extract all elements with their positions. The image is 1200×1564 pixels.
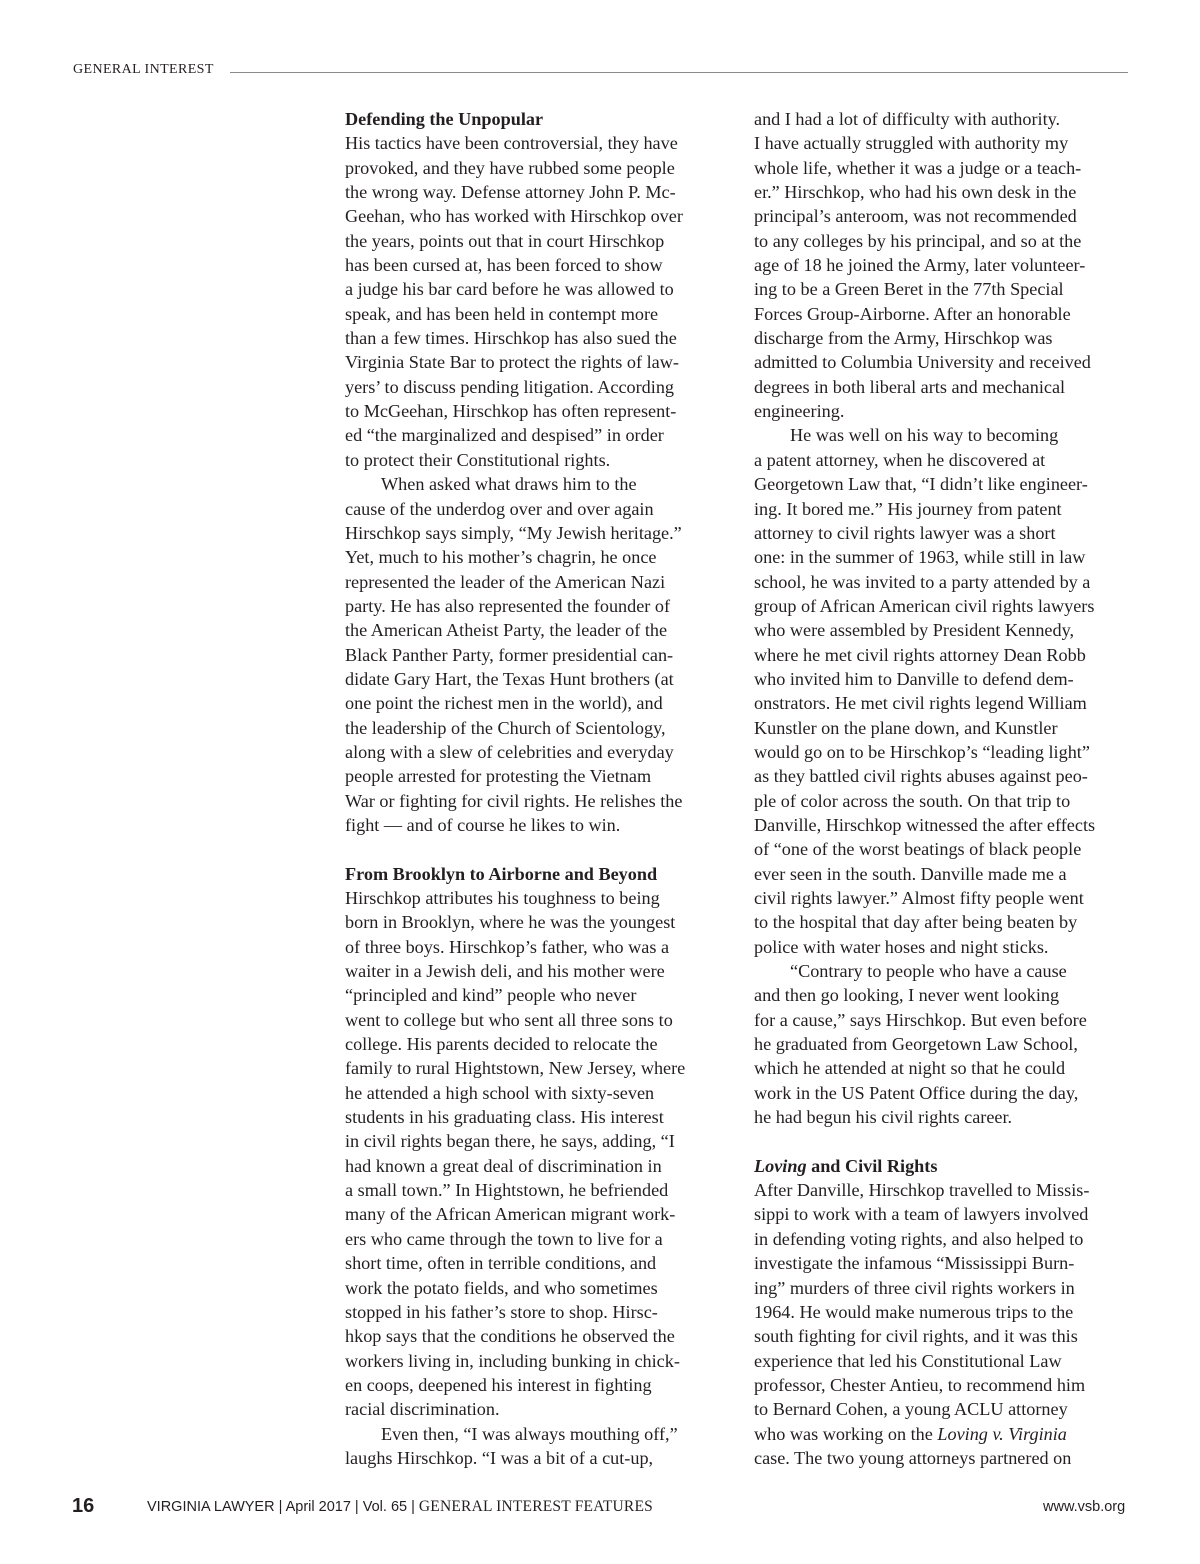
text-line: family to rural Hightstown, New Jersey, where	[345, 1058, 686, 1079]
text-line: yers’ to discuss pending litigation. According	[345, 376, 675, 397]
text-line: to Bernard Cohen, a young ACLU attorney	[754, 1399, 1068, 1420]
text-line: he had begun his civil rights career.	[754, 1107, 1013, 1128]
text-line: War or fighting for civil rights. He relishes the	[345, 790, 683, 811]
text-line: didate Gary Hart, the Texas Hunt brothers (at	[345, 668, 674, 689]
text-line: ing. It bored me.” His journey from patent	[754, 498, 1062, 519]
text-line: workers living in, including bunking in chick-	[345, 1350, 680, 1371]
paragraph-first-line: When asked what draws him to the	[381, 474, 637, 495]
text-line: for a cause,” says Hirschkop. But even before	[754, 1009, 1087, 1030]
text-line: work the potato fields, and who sometimes	[345, 1277, 658, 1298]
text-line: provoked, and they have rubbed some people	[345, 157, 675, 178]
header-rule	[230, 72, 1128, 73]
text-line: ing to be a Green Beret in the 77th Special	[754, 279, 1064, 300]
text-line: investigate the infamous “Mississippi Burn-	[754, 1253, 1075, 1274]
text-line: er.” Hirschkop, who had his own desk in the	[754, 182, 1077, 203]
text-line: students in his graduating class. His interest	[345, 1107, 664, 1128]
text-line: college. His parents decided to relocate the	[345, 1034, 658, 1055]
footer-publication-info: VIRGINIA LAWYER | April 2017 | Vol. 65 | GENERAL INTEREST FEATURES	[147, 1498, 653, 1515]
text-line: ing” murders of three civil rights workers in	[754, 1277, 1075, 1298]
text-line: work in the US Patent Office during the day,	[754, 1082, 1079, 1103]
text-line: and then go looking, I never went looking	[754, 985, 1060, 1006]
text-line: short time, often in terrible conditions, and	[345, 1253, 657, 1274]
text-line: a patent attorney, when he discovered at	[754, 449, 1046, 470]
text-line: degrees in both liberal arts and mechanical	[754, 376, 1066, 397]
text-line: “principled and kind” people who never	[345, 985, 637, 1006]
text-line: many of the African American migrant work-	[345, 1204, 676, 1225]
text-line: Black Panther Party, former presidential can-	[345, 644, 674, 665]
text-line: group of African American civil rights lawyers	[754, 595, 1095, 616]
footer-magazine-name: VIRGINIA LAWYER	[147, 1499, 275, 1515]
text-line: the leadership of the Church of Scientology,	[345, 717, 666, 738]
text-line: had known a great deal of discrimination in	[345, 1155, 662, 1176]
text-line: age of 18 he joined the Army, later volunteer-	[754, 255, 1086, 276]
footer-issue-date: April 2017	[285, 1499, 351, 1515]
paragraph-gap	[345, 837, 725, 861]
text-line: engineering.	[754, 401, 845, 422]
heading-italic-case-name: Loving	[754, 1155, 807, 1176]
text-line: where he met civil rights attorney Dean Robb	[754, 644, 1086, 665]
section-heading: Defending the Unpopular	[345, 109, 544, 129]
text-line: principal’s anteroom, was not recommended	[754, 206, 1077, 227]
text-line: ever seen in the south. Danville made me a	[754, 863, 1067, 884]
text-line: fight — and of course he likes to win.	[345, 814, 621, 835]
text-line: as they battled civil rights abuses against peo-	[754, 766, 1088, 787]
text-line: admitted to Columbia University and received	[754, 352, 1091, 373]
text-line: than a few times. Hirschkop has also sued the	[345, 328, 677, 349]
text-line: speak, and has been held in contempt more	[345, 303, 659, 324]
text-line: stopped in his father’s store to shop. Hirsc-	[345, 1301, 658, 1322]
text-line: whole life, whether it was a judge or a teach-	[754, 157, 1082, 178]
text-line: one point the richest men in the world), and	[345, 693, 663, 714]
text-line: the wrong way. Defense attorney John P. Mc-	[345, 182, 676, 203]
running-header	[73, 62, 1128, 82]
text-line: the years, points out that in court Hirschkop	[345, 230, 665, 251]
text-line: school, he was invited to a party attended by a	[754, 571, 1091, 592]
text-line: His tactics have been controversial, they have	[345, 133, 678, 154]
text-line: represented the leader of the American Nazi	[345, 571, 666, 592]
italic-case-name: Loving v. Virginia	[937, 1423, 1067, 1444]
text-line: people arrested for protesting the Vietnam	[345, 766, 652, 787]
text-line: experience that led his Constitutional Law	[754, 1350, 1062, 1371]
footer-section: GENERAL INTEREST FEATURES	[418, 1498, 653, 1515]
paragraph-gap	[754, 1129, 1132, 1153]
text-line: waiter in a Jewish deli, and his mother were	[345, 961, 665, 982]
text-line: After Danville, Hirschkop travelled to Missis-	[754, 1180, 1090, 1201]
text-line: of three boys. Hirschkop’s father, who was a	[345, 936, 670, 957]
page-footer	[0, 1493, 1200, 1523]
text-line: discharge from the Army, Hirschkop was	[754, 328, 1053, 349]
text-line: laughs Hirschkop. “I was a bit of a cut-up,	[345, 1447, 654, 1468]
text-line: to any colleges by his principal, and so at the	[754, 230, 1082, 251]
text-line: 1964. He would make numerous trips to the	[754, 1301, 1074, 1322]
text-line: racial discrimination.	[345, 1399, 500, 1420]
text-line: Geehan, who has worked with Hirschkop over	[345, 206, 683, 227]
text-line: Hirschkop attributes his toughness to being	[345, 888, 660, 908]
text-line: went to college but who sent all three sons to	[345, 1009, 673, 1030]
text-line: onstrators. He met civil rights legend William	[754, 693, 1087, 714]
text-line: ple of color across the south. On that trip to	[754, 790, 1071, 811]
text-line: and I had a lot of difficulty with authority.	[754, 109, 1061, 129]
text-line: of “one of the worst beatings of black people	[754, 839, 1082, 860]
section-label: GENERAL INTEREST	[73, 62, 214, 77]
paragraph-first-line: Even then, “I was always mouthing off,”	[381, 1423, 678, 1444]
section-heading: From Brooklyn to Airborne and Beyond	[345, 863, 658, 884]
heading-rest: and Civil Rights	[806, 1155, 938, 1176]
text-line: he attended a high school with sixty-seven	[345, 1082, 655, 1103]
text-line: Hirschkop says simply, “My Jewish heritage.”	[345, 522, 682, 543]
article-column-left	[345, 107, 725, 1470]
text-line: Virginia State Bar to protect the rights of law-	[345, 352, 679, 373]
section-heading	[754, 1154, 1132, 1178]
text-line: to the hospital that day after being beaten by	[754, 912, 1078, 933]
text-line: born in Brooklyn, where he was the youngest	[345, 912, 676, 933]
text-line: in civil rights began there, he says, adding, “I	[345, 1131, 675, 1152]
text-line: a judge his bar card before he was allowed to	[345, 279, 674, 300]
text-line: party. He has also represented the founder of	[345, 595, 671, 616]
text-line: would go on to be Hirschkop’s “leading light”	[754, 741, 1090, 762]
page-number: 16	[72, 1495, 95, 1517]
footer-website: www.vsb.org	[1043, 1499, 1126, 1515]
text-line: professor, Chester Antieu, to recommend him	[754, 1374, 1086, 1395]
text-line: I have actually struggled with authority my	[754, 133, 1069, 154]
text-line: sippi to work with a team of lawyers involved	[754, 1204, 1089, 1225]
article-column-right	[754, 107, 1132, 1470]
text-line: Georgetown Law that, “I didn’t like engineer-	[754, 474, 1088, 495]
text-line: he graduated from Georgetown Law School,	[754, 1034, 1078, 1055]
text-line: Kunstler on the plane down, and Kunstler	[754, 717, 1058, 738]
text-line: one: in the summer of 1963, while still in law	[754, 547, 1086, 568]
text-line: in defending voting rights, and also helped to	[754, 1228, 1084, 1249]
text-line: the American Atheist Party, the leader of the	[345, 620, 668, 641]
text-line: which he attended at night so that he could	[754, 1058, 1066, 1079]
text-line: Forces Group-Airborne. After an honorable	[754, 303, 1071, 324]
text-line: hkop says that the conditions he observed the	[345, 1326, 675, 1347]
text-line: has been cursed at, has been forced to show	[345, 255, 663, 276]
text-line: attorney to civil rights lawyer was a short	[754, 522, 1056, 543]
paragraph-first-line: “Contrary to people who have a cause	[790, 961, 1067, 982]
text-line: to protect their Constitutional rights.	[345, 449, 611, 470]
text-line: to McGeehan, Hirschkop has often represent-	[345, 401, 677, 422]
text-line: civil rights lawyer.” Almost fifty people went	[754, 888, 1084, 908]
footer-volume: Vol. 65	[362, 1499, 408, 1515]
text-line: who invited him to Danville to defend dem-	[754, 668, 1074, 689]
text-line: cause of the underdog over and over again	[345, 498, 654, 519]
text-segment: who was working on the	[754, 1423, 938, 1444]
text-line: along with a slew of celebrities and everyday	[345, 741, 674, 762]
text-line: who were assembled by President Kennedy,	[754, 620, 1075, 641]
text-line: en coops, deepened his interest in fighting	[345, 1374, 652, 1395]
text-line: ed “the marginalized and despised” in order	[345, 425, 664, 446]
text-line: case. The two young attorneys partnered on	[754, 1447, 1072, 1468]
text-line: ers who came through the town to live for a	[345, 1228, 663, 1249]
paragraph-first-line: He was well on his way to becoming	[790, 425, 1059, 446]
text-line	[754, 1422, 1132, 1446]
text-line: police with water hoses and night sticks.	[754, 936, 1049, 957]
text-line: south fighting for civil rights, and it was this	[754, 1326, 1078, 1347]
text-line: Danville, Hirschkop witnessed the after effects	[754, 814, 1096, 835]
text-line: a small town.” In Hightstown, he befriended	[345, 1180, 669, 1201]
text-line: Yet, much to his mother’s chagrin, he once	[345, 547, 657, 568]
